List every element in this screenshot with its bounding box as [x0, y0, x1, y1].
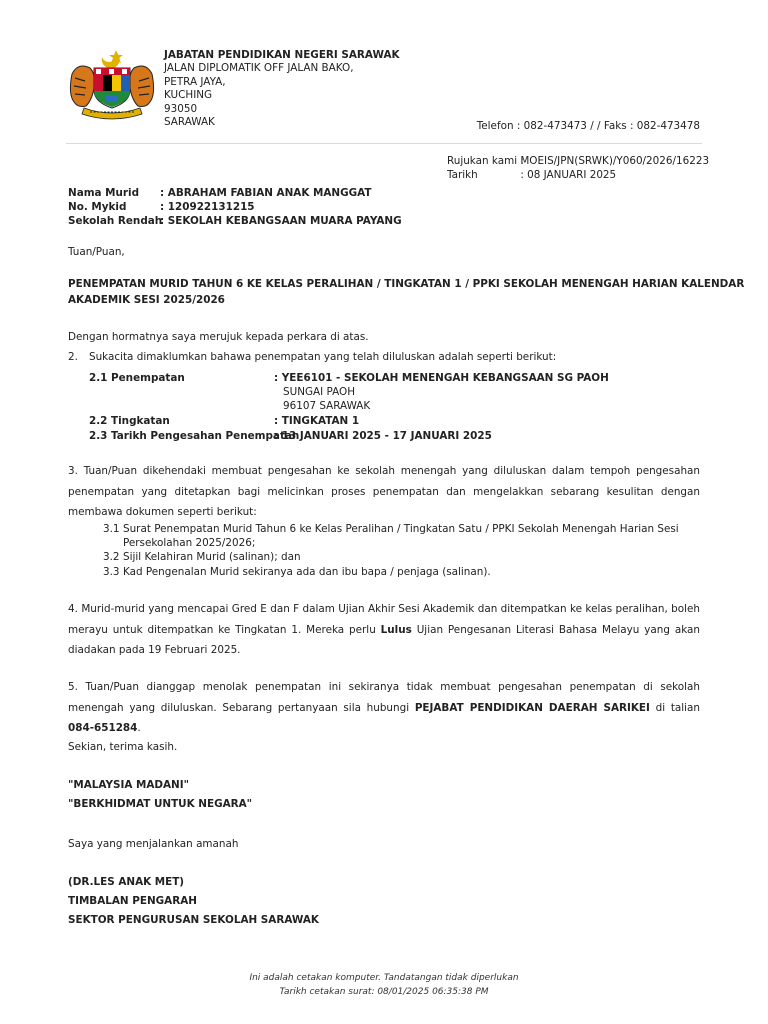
address-line: 93050: [164, 102, 198, 115]
doc-item-2-num: 3.2: [103, 551, 120, 563]
student-mykid-label: No. Mykid: [68, 201, 127, 213]
para5-after: .: [137, 722, 141, 734]
slogan-2: "BERKHIDMAT UNTUK NEGARA": [68, 798, 253, 810]
confirmation-date-label: 2.3 Tarikh Pengesahan Penempatan: [89, 430, 300, 442]
placement-value: : YEE6101 - SEKOLAH MENENGAH KEBANGSAAN SG PAOH: [274, 372, 609, 384]
slogan-1: "MALAYSIA MADANI": [68, 779, 190, 791]
subject-line-2: AKADEMIK SESI 2025/2026: [68, 294, 225, 306]
closing-text: Sekian, terima kasih.: [68, 741, 178, 753]
para5-text: [68, 677, 700, 739]
address-line: KUCHING: [164, 89, 213, 102]
tarikh-label: Tarikh: [447, 169, 478, 181]
intro-paragraph: Dengan hormatnya saya merujuk kepada perkara di atas.: [68, 331, 369, 343]
grade-value: : TINGKATAN 1: [274, 415, 360, 427]
address-line: SARAWAK: [164, 116, 215, 129]
footer-print-date: Tarikh cetakan surat: 08/01/2025 06:35:38 PM: [279, 987, 489, 997]
grade-label: 2.2 Tingkatan: [89, 415, 170, 427]
para3-text: 3. Tuan/Puan dikehendaki membuat pengesahan ke sekolah menengah yang diluluskan dalam tempoh pengesahan penempatan yang ditetapkan bagi melicinkan proses penempatan dan mengelakkan sebarang kesulitan dengan membawa dokumen seperti berikut:: [68, 465, 700, 518]
signatory-title: TIMBALAN PENGARAH: [68, 895, 197, 907]
subject-line-1: PENEMPATAN MURID TAHUN 6 KE KELAS PERALIHAN / TINGKATAN 1 / PPKI SEKOLAH MENENGAH HARIAN KALENDAR: [68, 278, 745, 290]
para5-before: 5. Tuan/Puan dianggap menolak penempatan ini sekiranya tidak membuat pengesahan penempatan di sekolah menengah yang diluluskan. Sebarang pertanyaan sila hubungi: [68, 681, 700, 714]
doc-item-2-line1: Sijil Kelahiran Murid (salinan); dan: [123, 551, 301, 563]
confirmation-date-value: : 13 JANUARI 2025 - 17 JANUARI 2025: [274, 430, 492, 442]
para2-text: Sukacita dimaklumkan bahawa penempatan yang telah diluluskan adalah seperti berikut:: [89, 351, 557, 363]
trust-text: Saya yang menjalankan amanah: [68, 838, 239, 850]
tarikh-value: : 08 JANUARI 2025: [520, 169, 617, 181]
doc-item-1-line1: Surat Penempatan Murid Tahun 6 ke Kelas Peralihan / Tingkatan Satu / PPKI Sekolah Menengah Harian Sesi: [123, 523, 679, 535]
reference-block: [447, 154, 709, 182]
para5-middle: di talian: [649, 701, 700, 714]
doc-item-1-num: 3.1: [103, 523, 120, 535]
para4-before: 4. Murid-murid yang mencapai Gred E dan F dalam Ujian Akhir Sesi Akademik dan ditempatkan ke kelas peralihan, boleh merayu untuk ditempatkan ke Tingkatan 1. Mereka perlu: [68, 603, 700, 636]
doc-item-3-num: 3.3: [103, 566, 120, 578]
district-office: PEJABAT PENDIDIKAN DAERAH SARIKEI: [414, 701, 650, 714]
coat-of-arms-logo: [66, 48, 158, 120]
signatory-sector: SEKTOR PENGURUSAN SEKOLAH SARAWAK: [68, 914, 319, 926]
student-school-label: Sekolah Rendah: [68, 215, 163, 227]
doc-item-3-line1: Kad Pengenalan Murid sekiranya ada dan ibu bapa / penjaga (salinan).: [123, 566, 491, 578]
department-address: [164, 49, 400, 129]
signatory-name: (DR.LES ANAK MET): [68, 876, 185, 888]
header-divider: [66, 143, 702, 144]
department-name: JABATAN PENDIDIKAN NEGERI SARAWAK: [164, 49, 400, 61]
placement-address-2: 96107 SARAWAK: [283, 400, 371, 412]
student-school-value: : SEKOLAH KEBANGSAAN MUARA PAYANG: [160, 215, 402, 227]
para4-text: [68, 599, 700, 661]
address-line: PETRA JAYA,: [164, 75, 226, 88]
footer-note: Ini adalah cetakan komputer. Tandatangan tidak diperlukan: [249, 973, 519, 983]
contact-numbers: Telefon : 082-473473 / / Faks : 082-473478: [476, 120, 700, 132]
student-name-value: : ABRAHAM FABIAN ANAK MANGGAT: [160, 187, 372, 199]
doc-item-1-line2: Persekolahan 2025/2026;: [123, 537, 256, 549]
placement-address-1: SUNGAI PAOH: [283, 386, 356, 398]
para4-after: Ujian Pengesanan Literasi Bahasa Melayu yang akan diadakan pada 19 Februari 2025.: [68, 623, 700, 656]
para2-number: 2.: [68, 351, 78, 363]
rujukan-value: MOEIS/JPN(SRWK)/Y060/2026/16223: [520, 155, 710, 167]
placement-label: 2.1 Penempatan: [89, 372, 185, 384]
student-name-label: Nama Murid: [68, 187, 140, 199]
rujukan-label: Rujukan kami :: [447, 155, 524, 167]
address-line: JALAN DIPLOMATIK OFF JALAN BAKO,: [164, 62, 354, 75]
office-phone: 084-651284: [68, 722, 138, 734]
student-mykid-value: : 120922131215: [160, 201, 255, 213]
para4-bold: Lulus: [380, 623, 412, 636]
salutation: Tuan/Puan,: [68, 246, 125, 258]
